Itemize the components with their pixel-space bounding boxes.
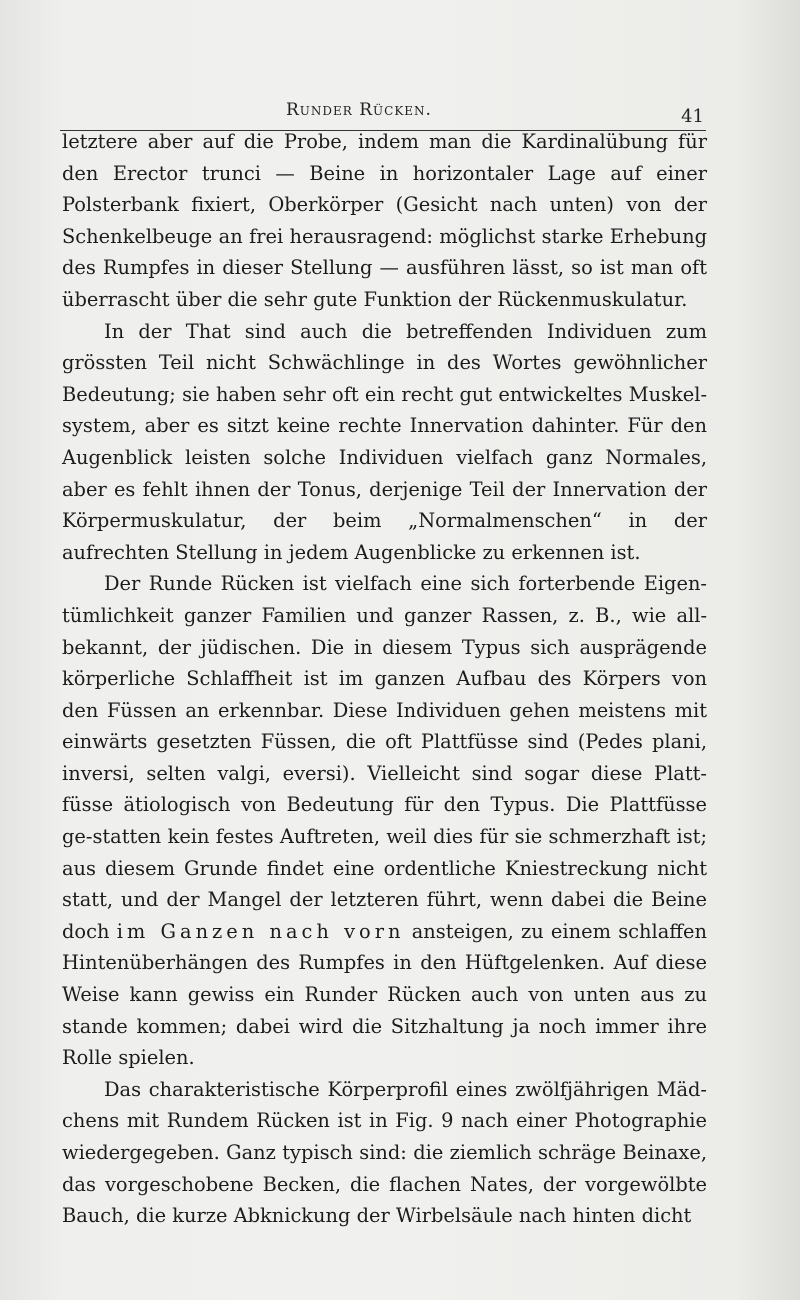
paragraph-3 xyxy=(62,568,707,1074)
paragraph-2: In der That sind auch die betreffenden Individuen zum grössten Teil nicht Schwächlinge in des Wortes gewöhnlicher Bedeutung; sie haben sehr oft ein recht gut entwickeltes Muskel-system, aber es sitzt keine rechte Innervation dahinter. Für den Augenblick leisten solche Individuen vielfach ganz Normales, aber es fehlt ihnen der Tonus, derjenige Teil der Innervation der Körpermuskulatur, der beim „Normalmenschen“ in der aufrechten Stellung in jedem Augenblicke zu erkennen ist. xyxy=(62,319,707,564)
paragraph-4: Das charakteristische Körperprofil eines zwölfjährigen Mäd-chens mit Rundem Rücken ist in Fig. 9 nach einer Photographie wiedergegeben. Ganz typisch sind: die ziemlich schräge Beinaxe, das vorgeschobene Becken, die flachen Nates, der vorgewölbte Bauch, die kurze Abknickung der Wirbelsäule nach hinten dicht xyxy=(62,1077,707,1228)
paragraph-3-part-1: Der Runde Rücken ist vielfach eine sich forterbende Eigen-tümlichkeit ganzer Familien und ganzer Rassen, z. B., wie all-bekannt, der jüdischen. Die in diesem Typus sich ausprägende körperliche Schlaffheit ist im ganzen Aufbau des Körpers von den Füssen an erkennbar. Diese Individuen gehen meistens mit einwärts gesetzten Füssen, die oft Plattfüsse sind (Pedes plani, inversi, selten valgi, eversi). Vielleicht sind sogar diese Platt-füsse ätiologisch von Bedeutung für den Typus. Die Plattfüsse ge-statten kein festes Auftreten, weil dies für sie schmerzhaft ist; aus diesem Grunde findet eine ordentliche Kniestreckung nicht statt, und der Mangel der letzteren führt, wenn dabei die Beine doch xyxy=(62,572,707,943)
body-text xyxy=(62,126,707,1232)
spaced-emphasis: im Ganzen nach vorn xyxy=(116,919,405,943)
paragraph-3-part-2: ansteigen, zu einem schlaffen Hintenüberhängen des Rumpfes in den Hüftgelenken. Auf diese Weise kann gewiss ein Runder Rücken auch von unten aus zu stande kommen; dabei wird die Sitzhaltung ja noch immer ihre Rolle spielen. xyxy=(62,919,707,1070)
running-title: Runder Rücken. xyxy=(286,100,432,120)
page-number: 41 xyxy=(681,106,704,127)
paragraph-1: letztere aber auf die Probe, indem man die Kardinalübung für den Erector trunci — Beine in horizontaler Lage auf einer Polsterbank fixiert, Oberkörper (Gesicht nach unten) von der Schenkelbeuge an frei herausragend: möglichst starke Erhebung des Rumpfes in dieser Stellung — ausführen lässt, so ist man oft überrascht über die sehr gute Funktion der Rückenmuskulatur. xyxy=(62,130,707,311)
